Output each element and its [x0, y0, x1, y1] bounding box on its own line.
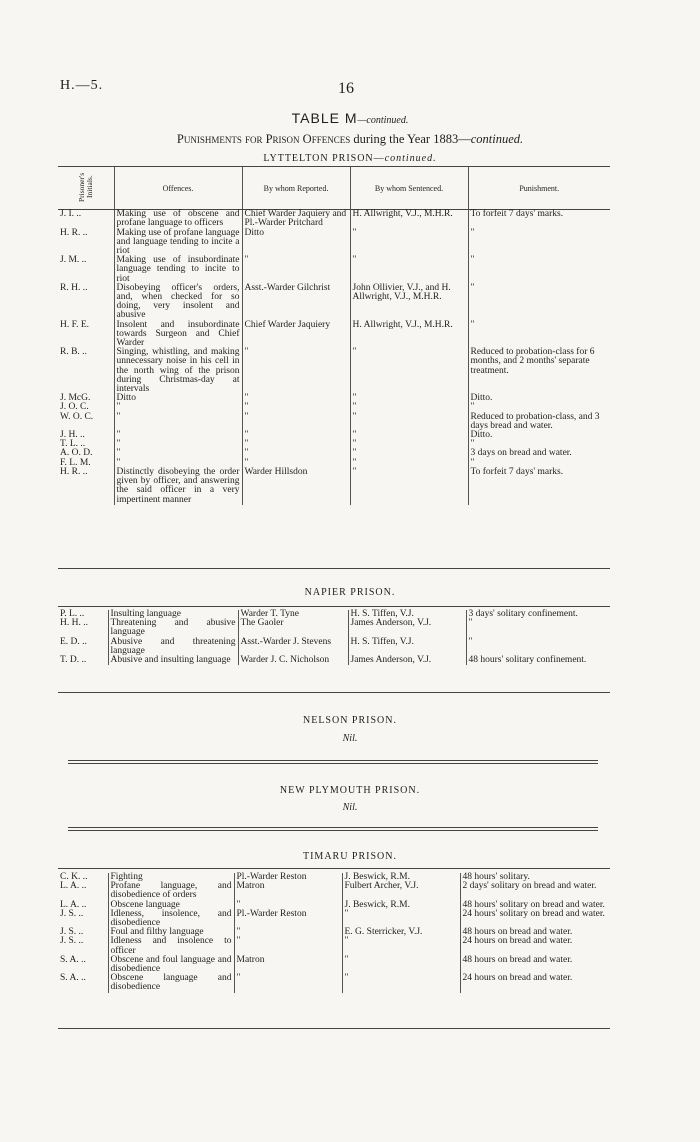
lyttelton-sentenced-by-cell: H. Allwright, V.J., M.H.R.	[350, 321, 468, 349]
lyttelton-table	[58, 167, 610, 505]
lyttelton-initials-cell: H. R. ..	[60, 227, 88, 238]
napier-row	[58, 638, 610, 656]
timaru-punishment-cell: 48 hours on bread and water.	[460, 956, 610, 974]
lyttelton-initials-cell: R. H. ..	[60, 282, 88, 293]
timaru-table	[58, 873, 610, 993]
lyttelton-punishment-cell: Ditto.	[468, 394, 610, 403]
timaru-sentenced-by-cell: "	[342, 956, 460, 974]
timaru-offence-cell: Obscene language	[108, 901, 234, 910]
lyttelton-sentenced-by-cell: "	[350, 449, 468, 458]
timaru-initials-cell: J. S. ..	[60, 927, 84, 938]
lyttelton-offence-cell: Disobeying officer's orders, and, when checked for so doing, very insolent and abusive	[114, 284, 242, 321]
lyttelton-initials-cell: F. L. M.	[60, 457, 91, 468]
lyttelton-offence-cell: Ditto	[114, 394, 242, 403]
timaru-reported-by-cell: "	[234, 974, 342, 992]
lyttelton-reported-by-cell: "	[242, 413, 350, 431]
newplymouth-double-rule	[68, 827, 598, 831]
timaru-punishment-cell: 24 hours on bread and water.	[460, 937, 610, 955]
lyttelton-reported-by-cell: Chief Warder Jaquiery and Pl.-Warder Pritchard	[242, 210, 350, 229]
timaru-punishment-cell: 48 hours' solitary on bread and water.	[460, 901, 610, 910]
lyttelton-row	[58, 321, 610, 349]
timaru-initials-cell: S. A. ..	[60, 973, 86, 984]
lyttelton-continued: continued.	[384, 153, 437, 164]
header-reported: By whom Reported.	[242, 167, 350, 210]
timaru-sentenced-by-cell: "	[342, 937, 460, 955]
napier-sentenced-by-cell: H. S. Tiffen, V.J.	[348, 638, 466, 656]
lyttelton-row	[58, 413, 610, 431]
lyttelton-bottom-rule	[58, 568, 610, 569]
lyttelton-name: LYTTELTON PRISON—	[263, 153, 385, 164]
timaru-reported-by-cell: Matron	[234, 882, 342, 900]
lyttelton-row	[58, 431, 610, 440]
lyttelton-offence-cell: "	[114, 403, 242, 412]
nelson-heading: NELSON PRISON.	[302, 715, 397, 726]
napier-reported-by-cell: The Gaoler	[238, 619, 348, 637]
napier-reported-by-cell: Warder J. C. Nicholson	[238, 656, 348, 665]
timaru-initials-cell: J. S. ..	[60, 936, 84, 947]
lyttelton-punishment-cell: Ditto.	[468, 431, 610, 440]
timaru-reported-by-cell: "	[234, 928, 342, 937]
lyttelton-punishment-cell: To forfeit 7 days' marks.	[468, 210, 610, 229]
timaru-sentenced-by-cell: J. Beswick, R.M.	[342, 901, 460, 910]
subtitle-continued: continued.	[470, 132, 524, 146]
nelson-nil: Nil.	[342, 733, 358, 744]
napier-initials-cell: P. L. ..	[60, 609, 85, 619]
lyttelton-reported-by-cell: "	[242, 449, 350, 458]
lyttelton-row	[58, 468, 610, 505]
lyttelton-reported-by-cell: Chief Warder Jaquiery	[242, 321, 350, 349]
lyttelton-row	[58, 210, 610, 229]
newplymouth-heading: NEW PLYMOUTH PRISON.	[279, 785, 421, 796]
lyttelton-reported-by-cell: "	[242, 403, 350, 412]
lyttelton-initials-cell: H. R. ..	[60, 466, 88, 477]
lyttelton-sentenced-by-cell: "	[350, 348, 468, 394]
timaru-initials-cell: J. S. ..	[60, 908, 84, 919]
page-number: 16	[338, 80, 354, 97]
timaru-initials-cell: C. K. ..	[60, 872, 88, 882]
lyttelton-punishment-cell: "	[468, 440, 610, 449]
timaru-initials-cell: S. A. ..	[60, 954, 86, 965]
lyttelton-row	[58, 256, 610, 284]
lyttelton-punishment-cell: "	[468, 256, 610, 284]
napier-reported-by-cell: Warder T. Tyne	[238, 610, 348, 619]
timaru-row	[58, 910, 610, 928]
lyttelton-offence-cell: Making use of insubordinate language tending to incite to riot	[114, 256, 242, 284]
napier-initials-cell: T. D. ..	[60, 655, 87, 666]
lyttelton-punishment-cell: 3 days on bread and water.	[468, 449, 610, 458]
lyttelton-offence-cell: "	[114, 431, 242, 440]
timaru-initials-cell: L. A. ..	[60, 899, 87, 910]
lyttelton-reported-by-cell: Warder Hillsdon	[242, 468, 350, 505]
lyttelton-heading	[0, 153, 700, 164]
lyttelton-initials-cell: J. H. ..	[60, 430, 85, 441]
timaru-punishment-cell: 48 hours' solitary.	[460, 873, 610, 882]
lyttelton-punishment-cell: "	[468, 459, 610, 468]
napier-row	[58, 619, 610, 637]
lyttelton-sentenced-by-cell: John Ollivier, V.J., and H. Allwright, V.J., M.H.R.	[350, 284, 468, 321]
napier-punishment-cell: "	[466, 638, 610, 656]
lyttelton-initials-cell: T. L. ..	[60, 439, 86, 450]
lyttelton-punishment-cell: Reduced to probation-class for 6 months, and 2 months' separate treatment.	[468, 348, 610, 394]
timaru-reported-by-cell: Pl.-Warder Reston	[234, 910, 342, 928]
table-subtitle	[0, 132, 700, 147]
lyttelton-punishment-cell: "	[468, 321, 610, 349]
timaru-punishment-cell: 48 hours on bread and water.	[460, 928, 610, 937]
nelson-double-rule	[68, 760, 598, 764]
lyttelton-row	[58, 284, 610, 321]
header-offences: Offences.	[114, 167, 242, 210]
lyttelton-row	[58, 449, 610, 458]
lyttelton-initials-cell: J. I. ..	[60, 209, 82, 220]
lyttelton-initials-cell: A. O. D.	[60, 448, 93, 459]
napier-sentenced-by-cell: James Anderson, V.J.	[348, 619, 466, 637]
napier-punishment-cell: 3 days' solitary confinement.	[466, 610, 610, 619]
lyttelton-sentenced-by-cell: "	[350, 394, 468, 403]
header-sentenced: By whom Sentenced.	[350, 167, 468, 210]
lyttelton-reported-by-cell: "	[242, 459, 350, 468]
lyttelton-reported-by-cell: "	[242, 440, 350, 449]
lyttelton-sentenced-by-cell: "	[350, 229, 468, 257]
napier-bottom-rule	[58, 692, 610, 693]
napier-offence-cell: Abusive and threatening language	[108, 638, 238, 656]
napier-offence-cell: Insulting language	[108, 610, 238, 619]
lyttelton-initials-cell: J. M. ..	[60, 255, 87, 266]
lyttelton-reported-by-cell: "	[242, 394, 350, 403]
lyttelton-sentenced-by-cell: H. Allwright, V.J., M.H.R.	[350, 210, 468, 229]
napier-initials-cell: E. D. ..	[60, 636, 87, 647]
napier-sentenced-by-cell: James Anderson, V.J.	[348, 656, 466, 665]
lyttelton-offence-cell: Singing, whistling, and making unnecessary noise in his cell in the north wing of the prison during Christmas-day at intervals	[114, 348, 242, 394]
napier-offence-cell: Abusive and insulting language	[108, 656, 238, 665]
napier-table	[58, 610, 610, 665]
lyttelton-initials-cell: J. O. C.	[60, 402, 89, 413]
lyttelton-offence-cell: "	[114, 449, 242, 458]
timaru-bottom-rule	[58, 1028, 610, 1029]
timaru-offence-cell: Obscene and foul language and disobedience	[108, 956, 234, 974]
lyttelton-reported-by-cell: "	[242, 431, 350, 440]
lyttelton-reported-by-cell: Ditto	[242, 229, 350, 257]
lyttelton-sentenced-by-cell: "	[350, 256, 468, 284]
lyttelton-sentenced-by-cell: "	[350, 431, 468, 440]
timaru-sentenced-by-cell: E. G. Sterricker, V.J.	[342, 928, 460, 937]
lyttelton-offence-cell: Making use of profane language and language tending to incite a riot	[114, 229, 242, 257]
document-code: H.—5.	[60, 78, 104, 93]
lyttelton-offence-cell: Distinctly disobeying the order given by officer, and answering the said officer in a very impertinent manner	[114, 468, 242, 505]
timaru-offence-cell: Fighting	[108, 873, 234, 882]
timaru-reported-by-cell: Pl.-Warder Reston	[234, 873, 342, 882]
lyttelton-offence-cell: Insolent and insubordinate towards Surgeon and Chief Warder	[114, 321, 242, 349]
lyttelton-row	[58, 229, 610, 257]
lyttelton-offence-cell: Making use of obscene and profane language to officers	[114, 210, 242, 229]
timaru-reported-by-cell: Matron	[234, 956, 342, 974]
lyttelton-offence-cell: "	[114, 440, 242, 449]
napier-top-rule	[58, 606, 610, 607]
lyttelton-sentenced-by-cell: "	[350, 459, 468, 468]
napier-punishment-cell: "	[466, 619, 610, 637]
lyttelton-row	[58, 394, 610, 403]
timaru-row	[58, 974, 610, 992]
timaru-row	[58, 882, 610, 900]
table-title-main: TABLE M	[291, 110, 358, 126]
header-punishment: Punishment.	[468, 167, 610, 210]
timaru-heading: TIMARU PRISON.	[302, 851, 397, 862]
timaru-reported-by-cell: "	[234, 937, 342, 955]
lyttelton-offence-cell: "	[114, 459, 242, 468]
timaru-sentenced-by-cell: "	[342, 910, 460, 928]
lyttelton-punishment-cell: To forfeit 7 days' marks.	[468, 468, 610, 505]
napier-offence-cell: Threatening and abusive language	[108, 619, 238, 637]
timaru-row	[58, 956, 610, 974]
napier-sentenced-by-cell: H. S. Tiffen, V.J.	[348, 610, 466, 619]
timaru-punishment-cell: 2 days' solitary on bread and water.	[460, 882, 610, 900]
timaru-offence-cell: Obscene language and disobedience	[108, 974, 234, 992]
newplymouth-nil: Nil.	[342, 802, 358, 813]
lyttelton-punishment-cell: "	[468, 403, 610, 412]
lyttelton-sentenced-by-cell: "	[350, 440, 468, 449]
timaru-sentenced-by-cell: Fulbert Archer, V.J.	[342, 882, 460, 900]
timaru-row	[58, 937, 610, 955]
lyttelton-punishment-cell: "	[468, 229, 610, 257]
lyttelton-punishment-cell: "	[468, 284, 610, 321]
lyttelton-initials-cell: J. McG.	[60, 393, 91, 404]
timaru-punishment-cell: 24 hours' solitary on bread and water.	[460, 910, 610, 928]
timaru-offence-cell: Profane language, and disobedience of orders	[108, 882, 234, 900]
napier-punishment-cell: 48 hours' solitary confinement.	[466, 656, 610, 665]
subtitle-caps: Punishments for Prison Offences	[176, 132, 351, 146]
lyttelton-punishment-cell: Reduced to probation-class, and 3 days bread and water.	[468, 413, 610, 431]
table-title	[0, 110, 700, 126]
lyttelton-reported-by-cell: "	[242, 256, 350, 284]
column-header-row	[58, 167, 610, 210]
lyttelton-reported-by-cell: "	[242, 348, 350, 394]
lyttelton-initials-cell: R. B. ..	[60, 347, 87, 358]
lyttelton-sentenced-by-cell: "	[350, 413, 468, 431]
timaru-sentenced-by-cell: "	[342, 974, 460, 992]
lyttelton-sentenced-by-cell: "	[350, 403, 468, 412]
lyttelton-initials-cell: W. O. C.	[60, 411, 94, 422]
napier-heading: NAPIER PRISON.	[304, 587, 396, 598]
header-initials: Prisoner's Initials.	[58, 167, 114, 210]
lyttelton-sentenced-by-cell: "	[350, 468, 468, 505]
lyttelton-row	[58, 348, 610, 394]
timaru-reported-by-cell: "	[234, 901, 342, 910]
timaru-offence-cell: Foul and filthy language	[108, 928, 234, 937]
napier-row	[58, 656, 610, 665]
lyttelton-reported-by-cell: Asst.-Warder Gilchrist	[242, 284, 350, 321]
timaru-initials-cell: L. A. ..	[60, 881, 87, 892]
timaru-punishment-cell: 24 hours on bread and water.	[460, 974, 610, 992]
lyttelton-initials-cell: H. F. E.	[60, 319, 90, 330]
table-title-continued: —continued.	[357, 115, 409, 126]
timaru-top-rule	[58, 868, 610, 869]
timaru-offence-cell: Idleness and insolence to officer	[108, 937, 234, 955]
napier-reported-by-cell: Asst.-Warder J. Stevens	[238, 638, 348, 656]
lyttelton-offence-cell: "	[114, 413, 242, 431]
timaru-offence-cell: Idleness, insolence, and disobedience	[108, 910, 234, 928]
timaru-sentenced-by-cell: J. Beswick, R.M.	[342, 873, 460, 882]
napier-initials-cell: H. H. ..	[60, 618, 88, 629]
subtitle-rest: during the Year 1883—	[350, 132, 471, 146]
